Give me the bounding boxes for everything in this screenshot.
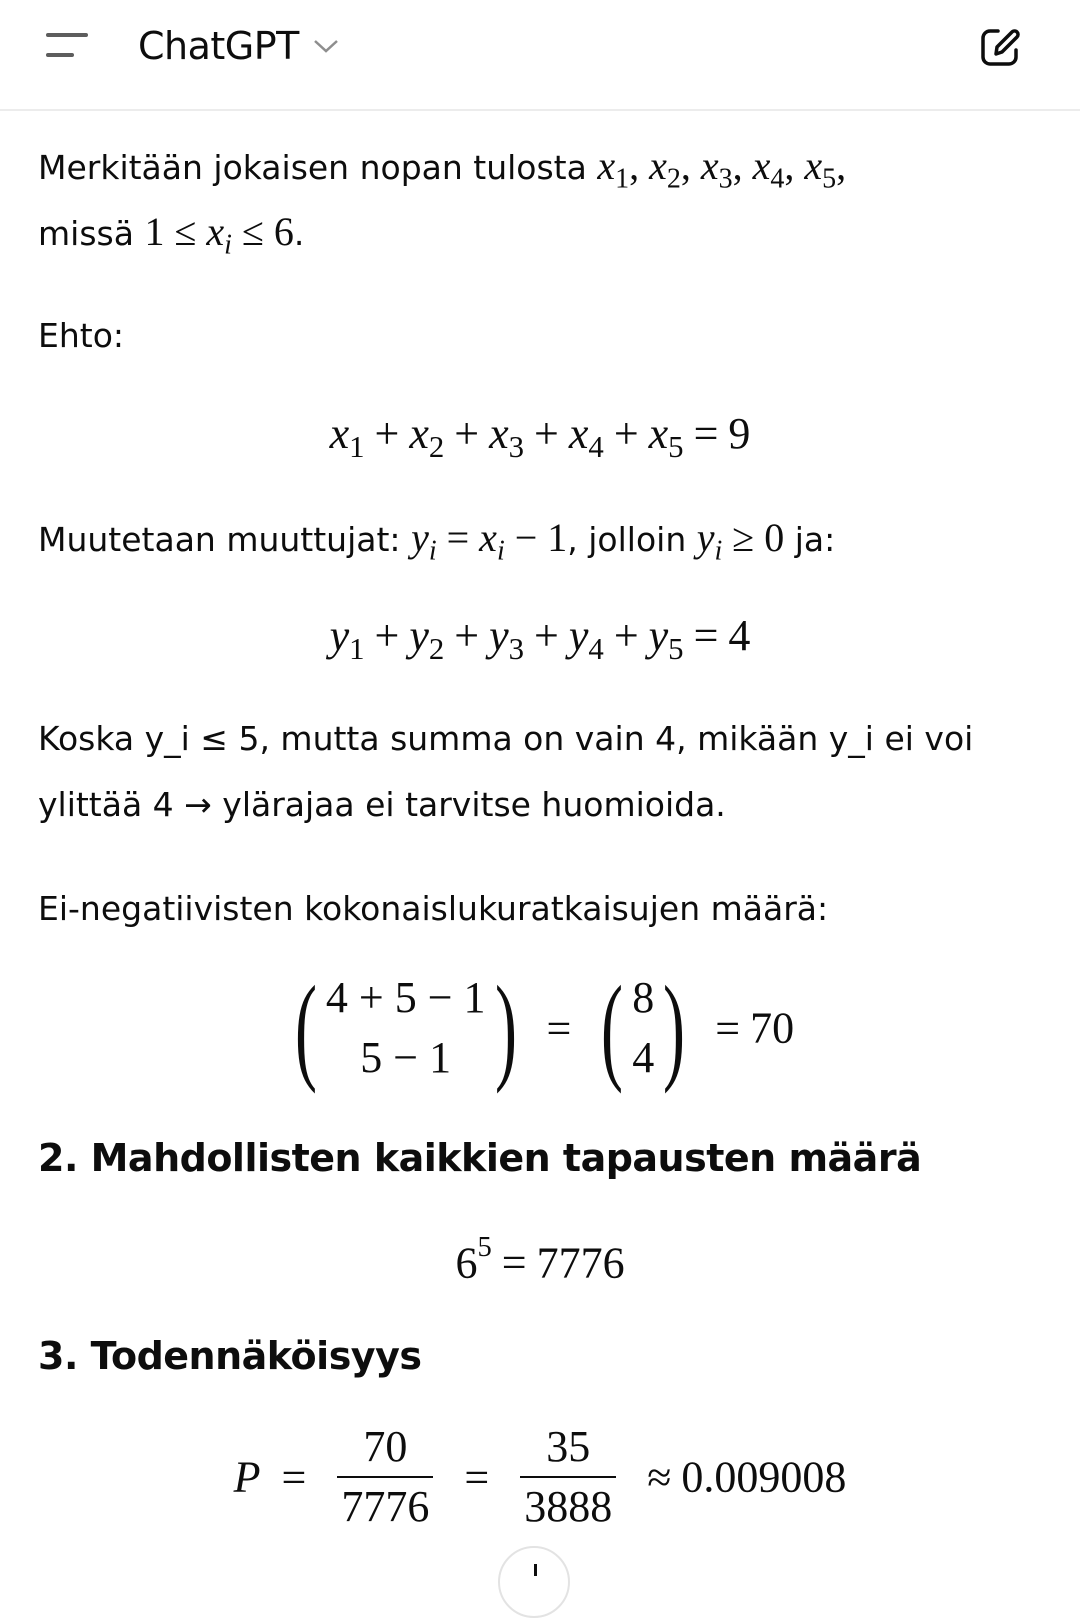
equation-sum-x: $x_1 + x_2 + x_3 + x_4 + x_5 = 9$ [329,409,751,465]
paragraph-substitution: Muutetaan muuttujat: $y_i = x_i - 1$, jolloin $y_i \ge 0$ ja: [38,515,836,567]
text: missä [38,214,134,253]
app-header [0,0,1080,111]
math-range: $1 \le x_i \le 6$ [144,209,294,261]
paragraph-note-line1: Koska y_i ≤ 5, mutta summa on vain 4, mikään y_i ei voi [38,719,974,758]
model-selector[interactable] [138,20,339,72]
fraction-2: $\frac{35}{3888}$ [520,1418,616,1536]
binomial-1: ( 4 + 5 − 1 5 − 1 ) [294,961,517,1094]
equation-sum-y: $y_1 + y_2 + y_3 + y_4 + y_5 = 4$ [329,611,751,667]
text: Merkitään jokaisen nopan tulosta [38,148,587,187]
scroll-to-bottom-button[interactable] [498,1546,570,1618]
heading-probability: 3. Todennäköisyys [38,1334,422,1378]
arrow-down-icon [534,1564,537,1576]
heading-total-cases: 2. Mahdollisten kaikkien tapausten määrä [38,1136,922,1180]
label-ehto: Ehto: [38,316,125,355]
paragraph-range: missä $1 \le x_i \le 6$. [38,209,305,261]
equation-probability: P = $\frac{70}{7776}$ = $\frac{35}{3888}$ ≈ 0.009008 [0,1418,1080,1536]
paragraph-note-line2: ylittää 4 → ylärajaa ei tarvitse huomioida. [38,785,726,824]
menu-icon [46,33,88,37]
paragraph-count-label: Ei-negatiivisten kokonaislukuratkaisujen määrä: [38,889,829,928]
new-chat-button[interactable] [978,24,1024,70]
app-title: ChatGPT [138,24,299,68]
fraction-1: $\frac{70}{7776}$ [337,1418,433,1536]
math-variables: $x_1$, $x_2$, $x_3$, $x_4$, $x_5$, [597,143,847,195]
chevron-down-icon [313,38,339,54]
binomial-2: ( 8 4 ) [601,961,686,1094]
equation-binomial: ( 4 + 5 − 1 5 − 1 ) = ( 8 4 ) = 70 [0,968,1080,1088]
menu-button[interactable] [40,26,96,66]
menu-icon-bar [46,53,74,57]
equation-total: $6^5 = 7776$ [455,1232,625,1288]
